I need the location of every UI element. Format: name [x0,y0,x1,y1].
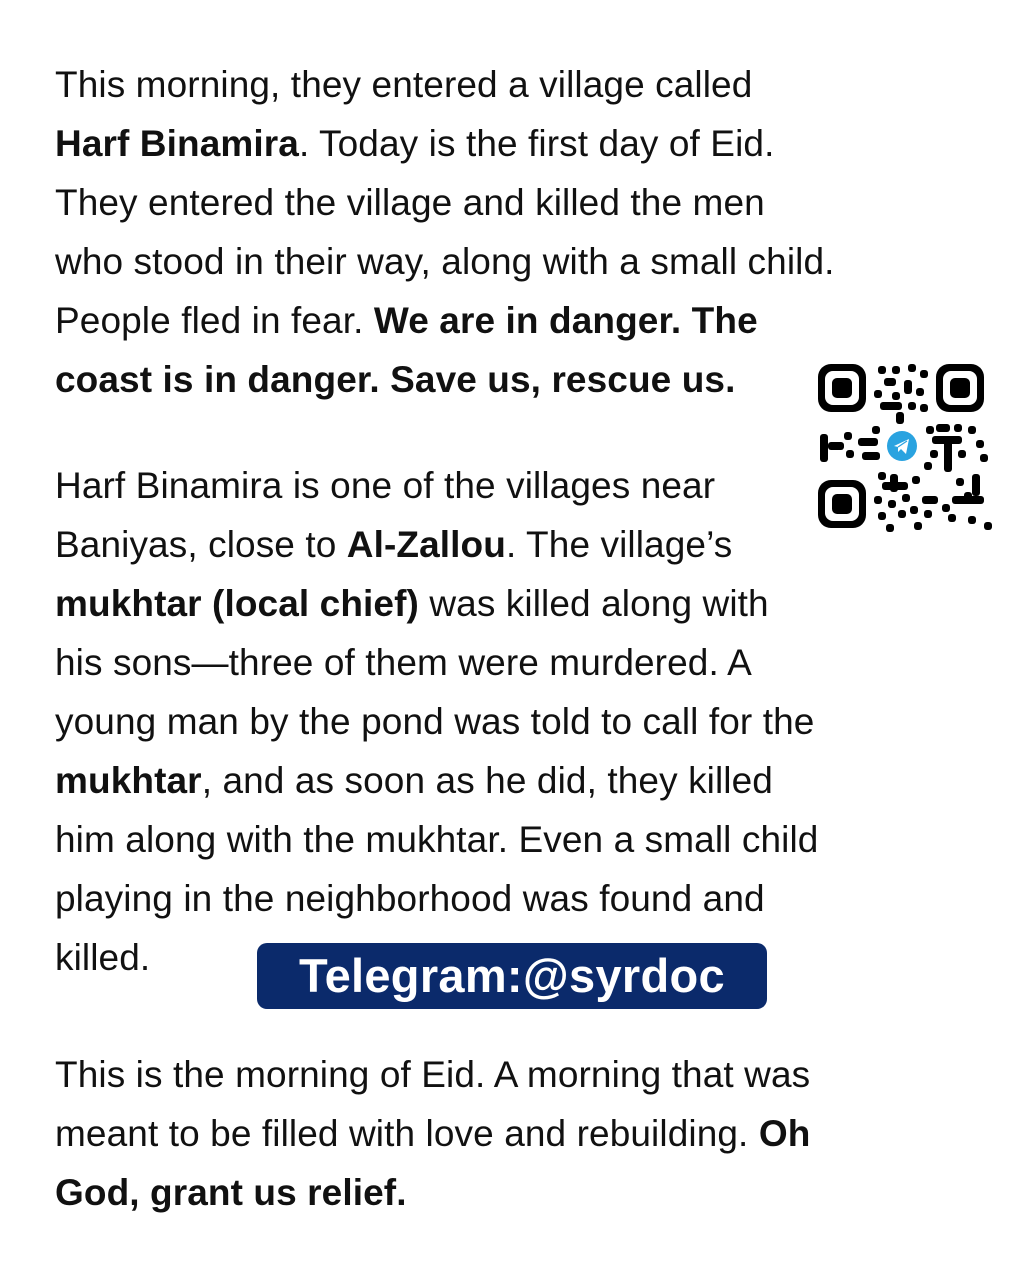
bold-text: mukhtar [55,760,202,801]
paragraph-3 [55,1045,810,1222]
text-run: meant to be filled with love and rebuilding. [55,1113,759,1154]
text-line [55,232,835,291]
text-run: . Today is the first day of Eid. [298,123,775,164]
text-run: People fled in fear. [55,300,374,341]
telegram-icon [882,426,922,466]
text-line [55,291,835,350]
text-run: who stood in their way, along with a small child. [55,241,835,282]
text-run: , and as soon as he did, they killed [201,760,773,801]
text-line [55,633,818,692]
text-line [55,869,818,928]
text-line [55,55,835,114]
bold-text: Harf Binamira [55,123,299,164]
text-run: was killed along with [418,583,769,624]
text-line [55,574,818,633]
text-line [55,1104,810,1163]
text-run: Baniyas, close to [55,524,347,565]
text-run: They entered the village and killed the men [55,182,765,223]
bold-text: coast is in danger. Save us, rescue us. [55,359,736,400]
qr-code [808,354,996,540]
text-run: Harf Binamira is one of the villages near [55,465,716,506]
paragraph-1 [55,55,835,409]
qr-finder-top-left [818,364,866,412]
bold-text: We are in danger. The [373,300,758,341]
bold-text: Oh [758,1113,811,1154]
text-run: . The village’s [505,524,733,565]
text-run: killed. [55,937,151,978]
text-line [55,692,818,751]
text-line [55,350,835,409]
text-line [55,456,818,515]
text-run: This is the morning of Eid. A morning that was [55,1054,811,1095]
bold-text: God, grant us relief. [55,1172,407,1213]
text-line [55,114,835,173]
text-run: him along with the mukhtar. Even a small child [55,819,819,860]
text-line [55,1163,810,1222]
text-line [55,1045,810,1104]
text-line [55,515,818,574]
text-run: playing in the neighborhood was found and [55,878,765,919]
text-run: This morning, they entered a village called [55,64,753,105]
qr-finder-bottom-left [818,480,866,528]
text-line [55,173,835,232]
qr-finder-top-right [936,364,984,412]
bold-text: Al-Zallou [346,524,506,565]
text-run: his sons—three of them were murdered. A [55,642,752,683]
paragraph-2 [55,456,818,987]
text-line [55,810,818,869]
bold-text: mukhtar (local chief) [55,583,419,624]
text-run: young man by the pond was told to call for the [55,701,815,742]
telegram-handle-badge: Telegram:@syrdoc [257,943,767,1009]
text-line [55,751,818,810]
